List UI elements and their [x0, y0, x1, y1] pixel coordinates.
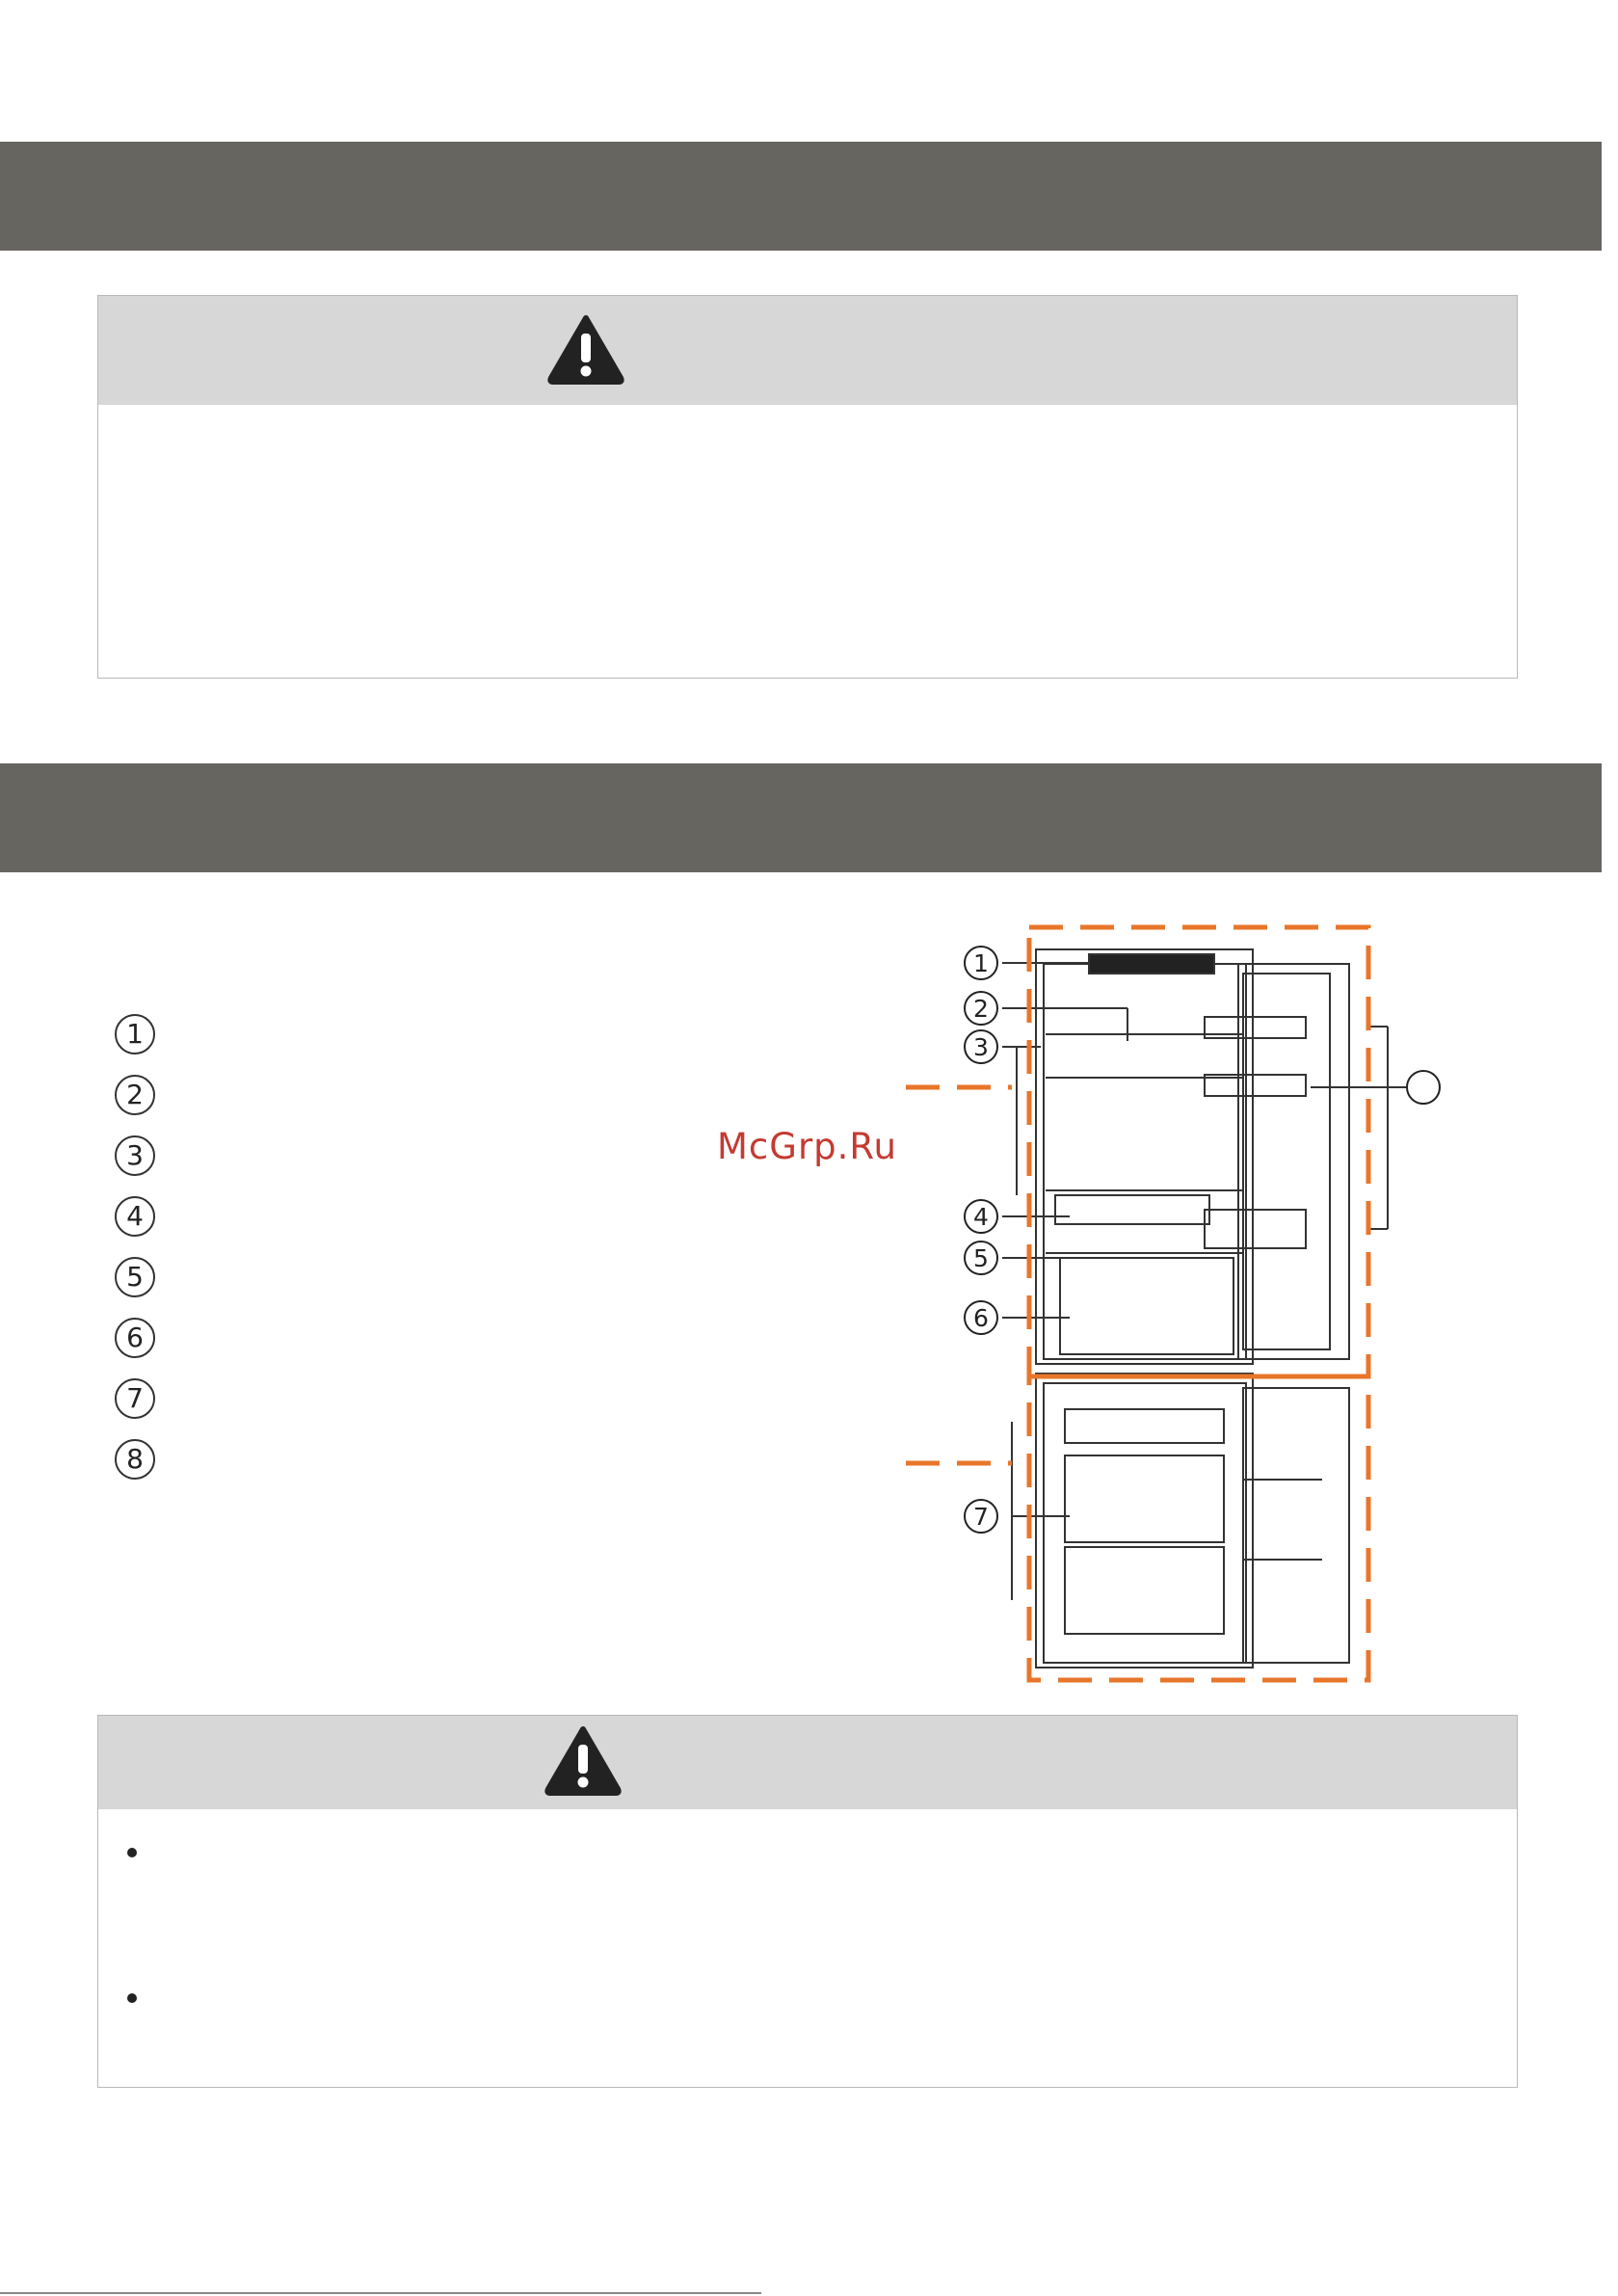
bullet-point [127, 1993, 137, 2003]
svg-text:1: 1 [973, 949, 989, 977]
control-panel [1089, 954, 1214, 974]
crisper-cover [1055, 1195, 1209, 1224]
svg-text:6: 6 [973, 1304, 989, 1332]
callout-7 [965, 1500, 997, 1533]
door-bin [1205, 1210, 1306, 1248]
crisper-drawer [1060, 1258, 1233, 1354]
watermark: McGrp.Ru [717, 1126, 897, 1167]
freezer-drawer [1065, 1547, 1224, 1634]
svg-text:7: 7 [973, 1503, 989, 1531]
part-number-marker: 8 [115, 1439, 155, 1480]
footer-divider [0, 2292, 761, 2294]
part-number-marker: 7 [115, 1378, 155, 1419]
freezer-compartment [1036, 1374, 1253, 1668]
callout-1 [965, 947, 997, 979]
part-number-marker: 5 [115, 1257, 155, 1297]
svg-text:3: 3 [973, 1033, 989, 1061]
freezer-drawer [1065, 1409, 1224, 1443]
warning-header [98, 1716, 1517, 1809]
svg-text:2: 2 [973, 995, 989, 1023]
svg-text:5: 5 [973, 1244, 989, 1272]
part-number-marker: 2 [115, 1075, 155, 1115]
warning-triangle-icon [544, 1725, 622, 1797]
fridge-door [1238, 964, 1349, 1359]
freezer-drawer [1065, 1455, 1224, 1542]
fridge-compartment [1036, 949, 1253, 1364]
callout-3 [965, 1030, 997, 1063]
bullet-point [127, 1848, 137, 1857]
part-number-marker: 4 [115, 1196, 155, 1237]
callout-6 [965, 1301, 997, 1334]
callout-2 [965, 992, 997, 1025]
svg-text:4: 4 [973, 1203, 989, 1231]
callout-unlabeled [1407, 1071, 1440, 1104]
freezer-door [1243, 1388, 1349, 1663]
callout-4 [965, 1200, 997, 1233]
part-number-marker: 6 [115, 1318, 155, 1358]
warning-box [97, 1715, 1518, 2088]
part-number-marker: 1 [115, 1014, 155, 1055]
part-number-marker: 3 [115, 1135, 155, 1176]
callout-5 [965, 1241, 997, 1274]
